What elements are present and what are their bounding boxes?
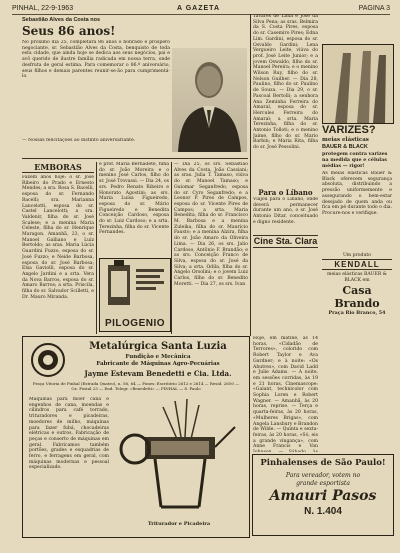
varizes-body: As meias elásticas Bauer & Black oferecem segurança absoluta, distribuindo a pressão uniformemente e assegurando o bem-estar desejado de quem anda ou fica em pé durante todo o dia. Procure-nos e verifique. — [322, 171, 392, 216]
header-masthead: A GAZETA — [177, 5, 220, 12]
varizes-claim: protegem contra varizes na medida que e células médias — rigor! — [322, 151, 388, 169]
emboras-column — [22, 162, 94, 334]
pilogenio-brand: PILOGENIO — [104, 318, 166, 329]
article-headline: Seus 86 anos! — [22, 24, 116, 38]
metalurgica-subtitle-2: Fabricante de Máquinas Agro-Pecuárias — [96, 361, 220, 367]
article-body: No próximo dia 25, completará 86 anos o honrado e próspero negociante, sr. Sebastião Alves da Costa, benquisto de toda esta cidade, que ainda hoje se dedica aos seus negócios, pai e avô querido de ilustre família radicada em nossa terra, onde desfruta de geral estima. Para comemorar o 86.º aniversário, seus filhos e demais parentes reunir-se-ão para cumprimentá-lo. — [22, 40, 170, 80]
legs-illustration — [322, 44, 394, 124]
amauri-pasos-ad — [252, 454, 394, 536]
kendall-intro: Um produto — [342, 253, 372, 258]
metalurgica-body: Máquinas para moer cana e engenhos de cana, moendas e cilindros para café torrado, trituradores e picadeiras, moedores de milho, máquinas para fazer fubá, chocadeiras elétricas e outros. Fabricação de peças e conserto de máquinas em geral. Fabricamos também portões, grades e esquadrias de ferro, e ferragens em geral, com máquinas modernas e pessoal especializado. — [29, 397, 109, 471]
pilogenio-bottle-illustration — [100, 259, 170, 311]
page-header — [12, 4, 390, 15]
portrait-figure — [172, 48, 247, 152]
birthdays-column-3 — [174, 162, 248, 332]
portrait-photo — [172, 48, 247, 152]
metalurgica-address: Praça Vitoria de Pinhal (Estrada Quatro), n. 56, 64 — Fones: Escritório 2612 e 2614 — Resid. 2650 — Cx. Postal 23 — End. Telegr. «Benedetti» — PINHAL — S. Paulo — [32, 381, 240, 391]
varizes-subtitle: meias elásticas — [322, 137, 369, 143]
sebastiao-article — [22, 17, 170, 155]
cine-headline: Cine Sta. Clara — [253, 236, 318, 246]
emboras-body: Fazem anos hoje: o sr. José Ribeiro do Prado e Ernesto Mendes; a sra. Rosa S. Bacelli, esposa do sr. Fernando Bacelli; sra. Marianna Lancelotti, esposa do sr. Castel Lancelotti; a sra. Valdenir, filha do sr. José Scalese; e a menina Maria Celeste, filha do sr. Henrique Maragon. Amanhã, 23, o sr. Manoel Galliano e Luiz Bertoldo; as sras. Maria Lúcia Guardini Fuzzo, esposa do sr. José Fuzzo; e Neide Barbosa, esposa do sr. José Barbosa; Elsa Gaviolli, esposa do sr. Angelo Jardini e a srta. Vera da Nova Barros, esposa do sr. Amaro Barros; a srta. Priscila, filha do sr. Salvador Scilletti, e Dr. Mauro Miranda. — [22, 175, 94, 300]
article-closing: — Nossas felicitações ao distinto aniversariante. — [22, 138, 136, 143]
amauri-line-1: Para vereador, votem no — [285, 472, 361, 479]
lebanon-headline: Para o Líbano — [258, 188, 313, 197]
cine-column — [253, 336, 318, 452]
column-4-top-body: Tavares de Lima e José da Silva Pena; as sras. Belmira da S. Costa Pires, esposa do sr. Casemiro Pires; Edna Lim. Gardini, esposa do sr. Osvaldo Gardini; Lena Vergueiro Leite, viúva do prof. José Leite Junior; e a jovem Oswaldo, filho do sr. Manoel Pereira; e o menino Wilson Ruy, filho do sr. Nelson Guilher. — Dia 28, Paulino, filho do sr. Paulino de Souza. — Dia 29, o sr. Pascoal Bertolli; a senhora Ana Zeminha Ferreira do Amaral, esposa do sr. Hercules Ferreira do Amaral; a srta. Maria Terezinha, filha do sr. Antonio Tolloti; e o menino Jaime, filho do sr. Mario Barbin; e Maria Rita, filha do sr. José Pessolini. — [253, 14, 318, 151]
amauri-line-2: grande esportista — [296, 480, 350, 487]
metalurgica-subtitle-1: Fundição e Mecânica — [125, 354, 191, 360]
header-page-number: PAGINA 3 — [358, 5, 390, 12]
metalurgica-ad — [22, 336, 250, 538]
varizes-headline: VARIZES? — [322, 124, 376, 136]
article-kicker: Sebastião Alves da Costa nos — [22, 17, 101, 23]
birthdays-body-3: — Dia 25, os srs. Sebastião Alves da Costa, João Cassiani; as sras. Julia T. Tamaso, viúva do sr. Manoel Tamaso; e Guiomar Seganfredo, esposa do sr. Cyro Seganfredo; e a Leonor P. Pires de Campos, esposa do sr. Vicente Pires de Campos; a srta. Maria Benedita, filha do sr. Francisco M. Barbosa e a menina Zuleika, filha do sr. Maurício Fausto; e a menina Alzira, filha do sr. João Amaro da Oliveira Lima. — Dia 26, os srs. Jalio Cardoso, Antônio F. Brandão; e as srs. Conceição Franco de Silva, esposa do sr. José da Silva; a srta. Odila, filha do sr. Angelo Orsolini; e o jovem Luiz Carlos, filho do sr. Benedito Moretti. — Dia 27, os srs. Ivan — [174, 162, 248, 287]
store-intro: meias elásticas BAUER & BLACK em — [327, 272, 387, 283]
cine-body: Hoje, em matinê, às 14 horas, «Cidadão de Terrores», colorido com Robert Taylor e Ava Gardner; e à noite: «Os Abutres», com David Ladd e Julie Adams. — A noite, em sessões corridas, às 19 e 21 horas, Cinemascope: «Galant, technicolor com Sophia Loren e Robert Wagner. — Amanhã, às 20 horas, reprise. — Terça e quarta-feiras, às 20 horas, «Mulheres Brigas», com Angela Lansbury e Brandon de Wilde. — Quinta e sexta-feiras, às 20 horas, «Só, eis a grande vingança», com Anne Francis e Van — [253, 336, 318, 450]
birthdays-body-2: e prof. Maria Bernadete, filha do sr. João Moreira e o menino José Carlos, filho do sr. José Trovassi. — Dia 24, os srs. Pedro Renato Ribeiro e Honorato Agostini; as srs. Maria Luísa Figueiredo, esposa do sr. Mário Figueiredo e Benedita Conceição Cardoso, esposa do sr. Luiz Cardoso; e a srta. Terezinha, filha do sr. Vicente Fernandes. — [99, 162, 169, 236]
store-name: Casa Brando — [334, 284, 380, 310]
amauri-number: N. 1.404 — [304, 506, 342, 517]
metalurgica-title: Metalúrgica Santa Luzia — [89, 341, 227, 352]
legs-drawing — [323, 45, 393, 123]
metalurgica-owner: Jayme Estevam Benedetti e Cia. Ltda. — [84, 369, 232, 378]
amauri-name: Amauri Pasos — [269, 488, 377, 504]
crusher-machine-illustration — [115, 397, 243, 517]
emboras-headline: EMBORAS — [22, 162, 94, 173]
lebanon-body: Viajou para o Líbano, onde deverá permanecer durante um ano, o sr. José Antonio Ditar, conceituado e digno residente. — [253, 197, 318, 225]
machine-caption: Triturador e Picadeira — [147, 521, 211, 527]
pilogenio-ad — [99, 258, 171, 332]
varizes-brand: BAUER & BLACK — [322, 144, 368, 150]
metalurgica-logo-icon — [31, 343, 65, 377]
store-address: Praça Rio Branco, 54 — [328, 310, 386, 316]
amauri-headline: Pinhalenses de São Paulo! — [260, 458, 386, 468]
header-date: PINHAL, 22-9-1963 — [12, 5, 74, 12]
birthdays-column-2 — [99, 162, 169, 254]
news-column-4 — [253, 14, 318, 336]
varizes-ad — [322, 124, 392, 336]
kendall-brand: KENDALL — [322, 259, 392, 270]
